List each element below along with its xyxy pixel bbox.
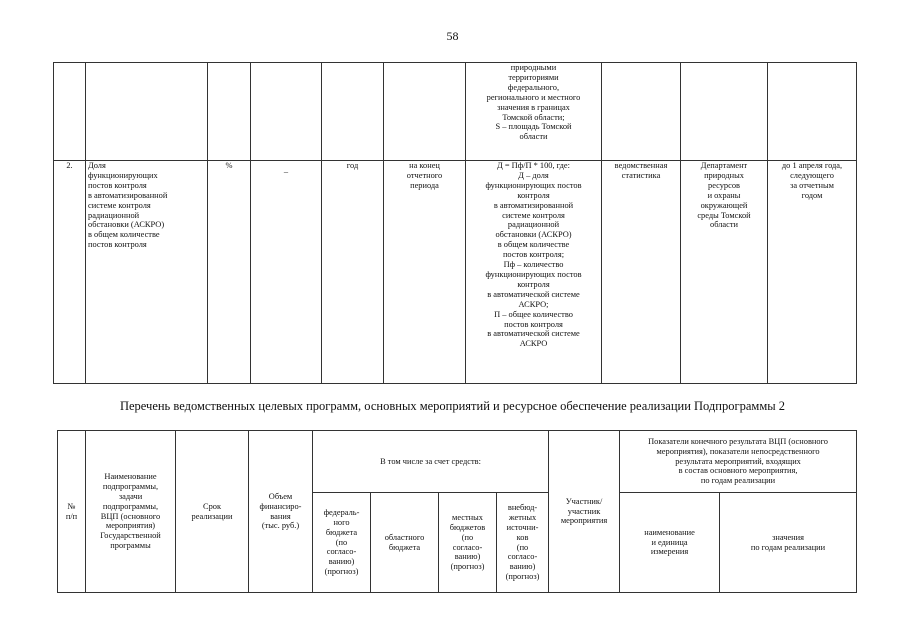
text-line: в автоматической системе bbox=[487, 329, 580, 339]
text-line: области bbox=[519, 132, 548, 142]
text-line: (прогноз) bbox=[324, 567, 359, 577]
text-line: S – площадь Томской bbox=[495, 122, 572, 132]
program-table bbox=[57, 430, 857, 593]
method-cell bbox=[466, 63, 602, 161]
text-line: Томской области; bbox=[502, 112, 565, 122]
text-line: радиационной bbox=[507, 220, 560, 230]
text-line: участник bbox=[567, 506, 601, 516]
text-line: Срок bbox=[202, 501, 222, 511]
text-line: в общем количестве bbox=[88, 230, 160, 240]
header-federal bbox=[313, 493, 371, 593]
text-line: природными bbox=[510, 63, 557, 72]
text-line: АСКРО; bbox=[518, 299, 549, 309]
text-line: наименование bbox=[644, 527, 695, 537]
unit: % bbox=[208, 161, 251, 384]
text-line: ресурсов bbox=[708, 180, 740, 190]
text-line: в автоматизированной bbox=[88, 190, 168, 200]
deadline bbox=[768, 161, 857, 384]
text-line: финансиро- bbox=[259, 501, 302, 511]
text-line: Доля bbox=[88, 161, 106, 170]
text-line: системе контроля bbox=[88, 200, 151, 210]
text-line: ванию) bbox=[509, 562, 536, 572]
text-line: жетных bbox=[508, 512, 537, 522]
text-line: Д – доля bbox=[518, 170, 549, 180]
text-line: внебюд- bbox=[507, 502, 538, 512]
header-including: В том числе за счет средств: bbox=[313, 431, 549, 493]
text-line: в состав основного мероприятия, bbox=[678, 466, 798, 476]
header-participant bbox=[549, 431, 620, 593]
text-line: системе контроля bbox=[502, 210, 565, 220]
text-line: задачи bbox=[118, 491, 143, 501]
text-line: ванию) bbox=[454, 552, 481, 562]
header-indicator-values bbox=[720, 493, 857, 593]
header-name bbox=[86, 431, 176, 593]
text-line: Показатели конечного результата ВЦП (основного bbox=[648, 436, 828, 446]
text-line: Наименование bbox=[104, 471, 157, 481]
text-line: Департамент bbox=[700, 161, 748, 170]
time-characteristic bbox=[384, 161, 466, 384]
text-line: радиационной bbox=[88, 210, 140, 220]
base-value: – bbox=[251, 161, 322, 384]
periodicity: год bbox=[322, 161, 384, 384]
text-line: контроля bbox=[517, 190, 550, 200]
text-line: подпрограммы, bbox=[102, 481, 159, 491]
text-line: реализации bbox=[191, 511, 233, 521]
text-line: мероприятия), показатели непосредственного bbox=[656, 446, 820, 456]
text-line: согласо- bbox=[326, 547, 357, 557]
text-line: контроля bbox=[517, 279, 550, 289]
text-line: федерального, bbox=[507, 82, 560, 92]
text-line: областного bbox=[384, 532, 425, 542]
text-line: периода bbox=[410, 180, 439, 190]
text-line: за отчетным bbox=[790, 180, 834, 190]
text-line: АСКРО bbox=[519, 339, 548, 349]
text-line: постов контроля bbox=[88, 240, 147, 250]
text-line: обстановки (АСКРО) bbox=[495, 230, 572, 240]
text-line: по годам реализации bbox=[700, 476, 776, 486]
text-line: ВЦП (основного bbox=[100, 511, 161, 521]
text-line: по годам реализации bbox=[750, 542, 826, 552]
section-heading: Перечень ведомственных целевых программ, основных мероприятий и ресурсное обеспечение реализации Подпрограммы 2 bbox=[119, 399, 786, 413]
text-line: ванию) bbox=[328, 557, 355, 567]
text-line: Д = Пф/П * 100, где: bbox=[497, 161, 570, 170]
text-line: территориями bbox=[508, 72, 559, 82]
indicator-row bbox=[54, 161, 857, 384]
text-line: (по bbox=[335, 537, 348, 547]
text-line: (тыс. руб.) bbox=[261, 521, 300, 531]
page-number: 58 bbox=[446, 29, 459, 43]
text-line: обстановки (АСКРО) bbox=[88, 220, 165, 230]
text-line: в автоматизированной bbox=[493, 200, 574, 210]
text-line: постов контроля bbox=[88, 180, 147, 190]
header-indicators bbox=[620, 431, 857, 493]
text-line: ков bbox=[516, 532, 529, 542]
indicator-table bbox=[53, 62, 857, 384]
text-line: № bbox=[67, 501, 76, 511]
text-line: (прогноз) bbox=[505, 572, 540, 582]
text-line: окружающей bbox=[700, 200, 748, 210]
text-line: ного bbox=[333, 517, 350, 527]
row-number: 2. bbox=[54, 161, 86, 384]
text-line: согласо- bbox=[507, 552, 538, 562]
text-line: функционирующих постов bbox=[485, 269, 582, 279]
calculation-method bbox=[466, 161, 602, 384]
text-line: Участник/ bbox=[565, 496, 603, 506]
text-line: Объем bbox=[268, 491, 293, 501]
header-term bbox=[176, 431, 249, 593]
text-line: п/п bbox=[65, 511, 78, 521]
text-line: вания bbox=[270, 511, 291, 521]
text-line: мероприятия bbox=[560, 516, 608, 526]
text-line: до 1 апреля года, bbox=[781, 161, 843, 170]
header-indicator-name bbox=[620, 493, 720, 593]
indicator-name bbox=[86, 161, 208, 384]
text-line: Государственной bbox=[100, 531, 161, 541]
text-line: (по bbox=[461, 532, 474, 542]
text-line: бюджетов bbox=[449, 522, 486, 532]
text-line: постов контроля bbox=[504, 319, 563, 329]
text-line: федераль- bbox=[323, 507, 360, 517]
text-line: значения bbox=[772, 532, 804, 542]
text-line: отчетного bbox=[406, 170, 443, 180]
text-line: области bbox=[710, 220, 738, 230]
text-line: значения в границах bbox=[497, 102, 570, 112]
header-offbudget bbox=[497, 493, 549, 593]
text-line: и единица bbox=[651, 537, 688, 547]
text-line: регионального и местного bbox=[486, 92, 581, 102]
text-line: в общем количестве bbox=[497, 240, 570, 250]
text-line: подпрограммы, bbox=[102, 501, 159, 511]
text-line: следующего bbox=[790, 170, 834, 180]
text-line: функционирующих bbox=[88, 170, 158, 180]
text-line: бюджета bbox=[388, 542, 421, 552]
text-line: постов контроля; bbox=[502, 250, 565, 260]
text-line: ведомственная bbox=[614, 161, 668, 170]
text-line: природных bbox=[704, 170, 744, 180]
text-line: (прогноз) bbox=[450, 562, 485, 572]
text-line: П – общее количество bbox=[494, 309, 573, 319]
text-line: местных bbox=[452, 512, 483, 522]
data-source bbox=[602, 161, 681, 384]
text-line: на конец bbox=[409, 161, 440, 170]
header-local bbox=[439, 493, 497, 593]
text-line: (по bbox=[516, 542, 529, 552]
text-line: мероприятия) bbox=[105, 521, 156, 531]
text-line: в автоматической системе bbox=[487, 289, 580, 299]
text-line: статистика bbox=[621, 170, 661, 180]
text-line: функционирующих постов bbox=[485, 180, 582, 190]
text-line: измерения bbox=[650, 547, 689, 557]
continuation-row bbox=[54, 63, 857, 161]
header-regional bbox=[371, 493, 439, 593]
header-volume bbox=[249, 431, 313, 593]
text-line: бюджета bbox=[325, 527, 358, 537]
text-line: программы bbox=[110, 541, 151, 551]
text-line: годом bbox=[801, 190, 823, 200]
responsible bbox=[681, 161, 768, 384]
text-line: среды Томской bbox=[697, 210, 751, 220]
text-line: и охраны bbox=[707, 190, 741, 200]
header-num bbox=[58, 431, 86, 593]
text-line: Пф – количество bbox=[503, 260, 564, 270]
text-line: согласо- bbox=[452, 542, 483, 552]
text-line: источни- bbox=[506, 522, 539, 532]
text-line: результата мероприятий, входящих bbox=[675, 456, 801, 466]
